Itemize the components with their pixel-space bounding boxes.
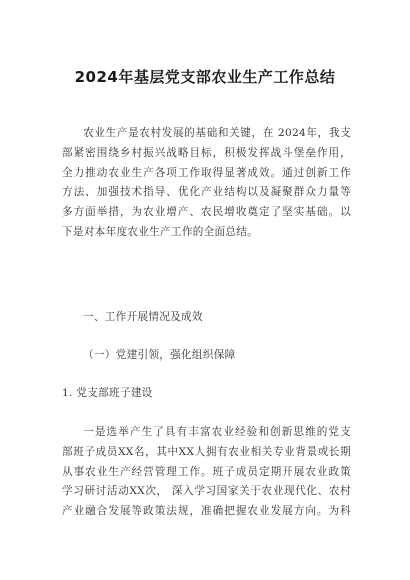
paragraph-line: 学习研讨活动XX次， 深入学习国家关于农业现代化、农村 (62, 485, 351, 498)
paragraph-line: 全力推动农业生产各项工作取得显著成效。通过创新工作 (62, 166, 351, 179)
section-heading: 一、工作开展情况及成效 (83, 311, 203, 323)
paragraph-line: 下是对本年度农业生产工作的全面总结。 (62, 225, 259, 238)
document-title: 2024年基层党支部农业生产工作总结 (74, 68, 336, 86)
paragraph-line: 从事农业生产经营管理工作。班子成员定期开展农业政策 (62, 465, 351, 478)
paragraph-line: 多方面举措，为农业增产、农民增收奠定了坚实基础。以 (62, 206, 351, 219)
subsection-heading: （一）党建引领，强化组织保障 (83, 349, 236, 361)
paragraph-line: 部班子成员XX名，其中XX人拥有农业相关专业背景或长期 (62, 445, 351, 458)
paragraph-line: 部紧密围绕乡村振兴战略目标，积极发挥战斗堡垒作用， (62, 146, 351, 159)
paragraph-line: 农业生产是农村发展的基础和关键，在 2024年，我支 (83, 127, 351, 139)
paragraph-line: 一是选举产生了具有丰富农业经验和创新思维的党支 (83, 426, 351, 438)
paragraph-line: 方法、加强技术指导、优化产业结构以及凝聚群众力量等 (62, 186, 351, 199)
intro-paragraph (62, 124, 351, 243)
item-heading: 1. 党支部班子建设 (62, 387, 153, 399)
body-paragraph (62, 423, 351, 522)
paragraph-line: 产业融合发展等政策法规，准确把握农业发展方向。为科 (62, 505, 351, 518)
